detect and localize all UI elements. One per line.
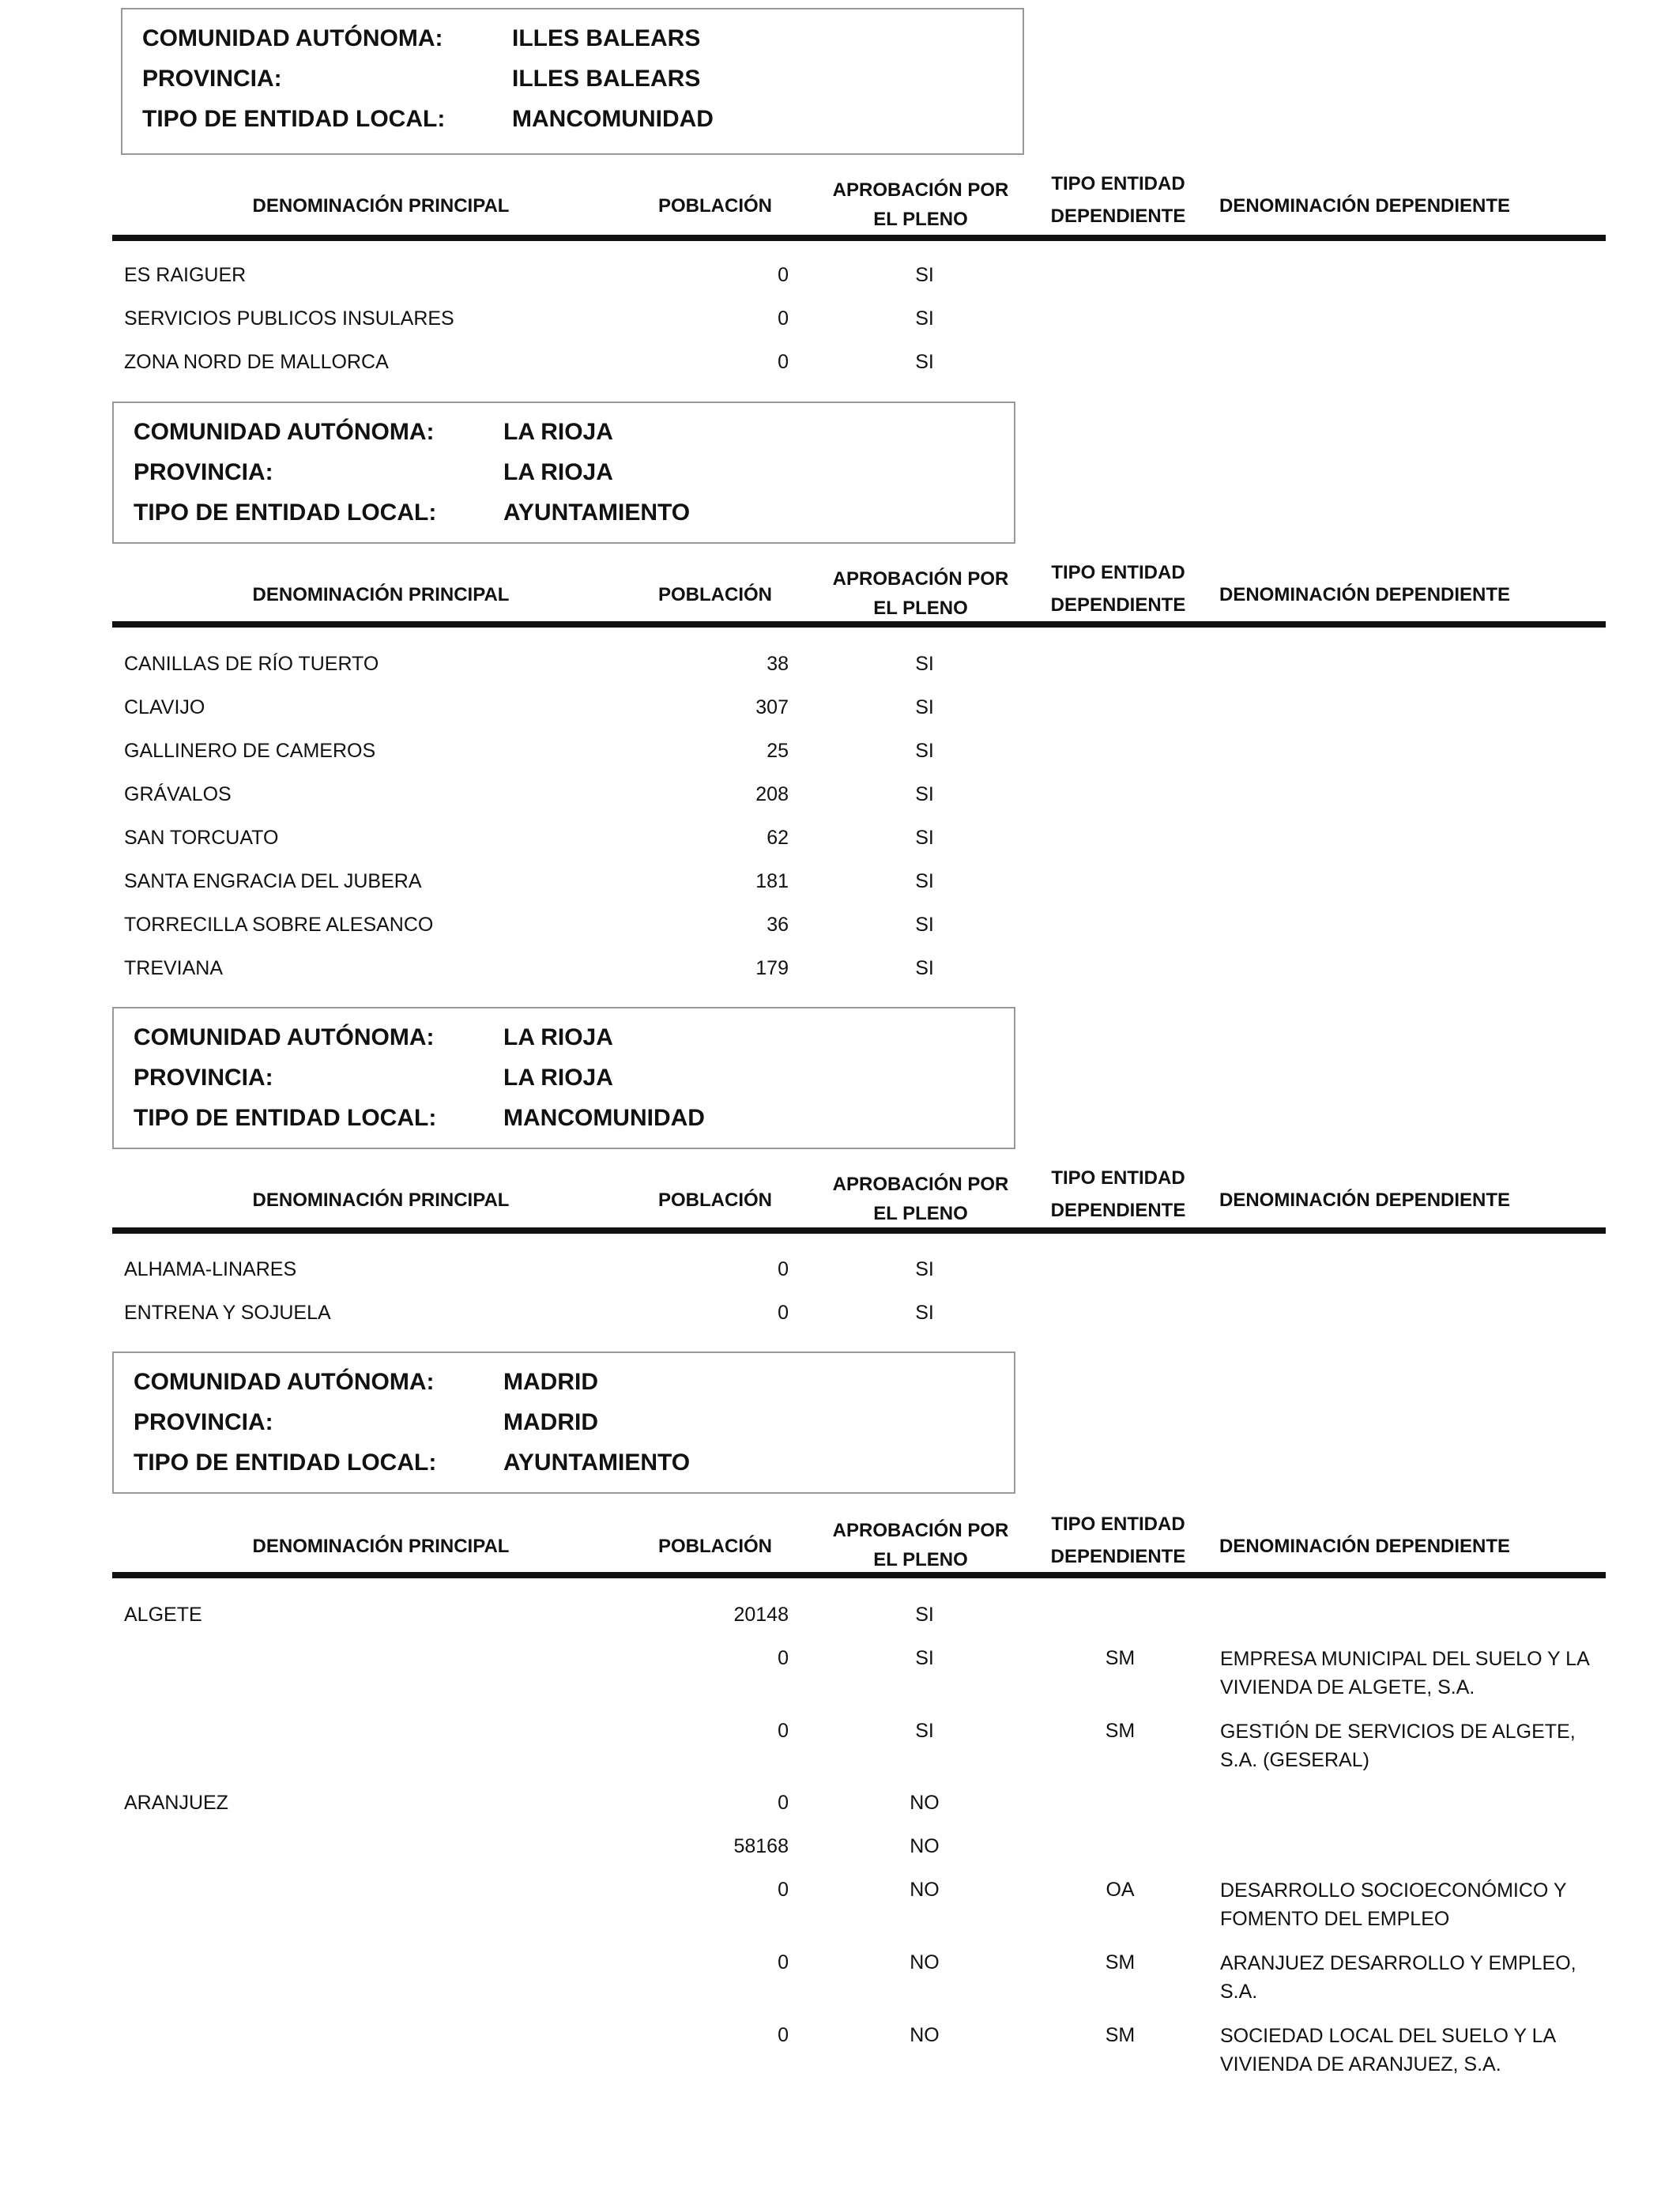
header-dependiente [1219, 580, 1535, 609]
info-label-tipo: TIPO DE ENTIDAD LOCAL: [134, 499, 437, 526]
header-aprobacion [822, 564, 1019, 623]
cell-denominacion-dependiente: EMPRESA MUNICIPAL DEL SUELO Y LA VIVIENDA DE ALGETE, S.A. [1220, 1648, 1589, 1698]
header-aprobacion-line: APROBACIÓN POR [832, 1174, 1009, 1195]
cell-poblacion: 0 [778, 1647, 789, 1669]
cell-denominacion-dependiente: ARANJUEZ DESARROLLO Y EMPLEO, S.A. [1220, 1952, 1576, 2003]
cell-poblacion: 38 [767, 653, 789, 675]
cell-poblacion: 0 [778, 1879, 789, 1901]
header-tipo [1031, 168, 1205, 232]
cell-denominacion-principal: ARANJUEZ [124, 1792, 228, 1814]
entity-info-box [112, 1351, 1015, 1494]
cell-aprobacion: SI [915, 957, 934, 979]
header-poblacion-line: POBLACIÓN [658, 195, 772, 217]
info-label-comunidad: COMUNIDAD AUTÓNOMA: [134, 419, 435, 445]
info-label-tipo: TIPO DE ENTIDAD LOCAL: [134, 1105, 437, 1131]
header-poblacion-line: POBLACIÓN [658, 1189, 772, 1211]
cell-poblacion: 0 [778, 351, 789, 373]
cell-poblacion: 179 [755, 957, 789, 979]
header-tipo [1031, 1508, 1205, 1573]
cell-denominacion-principal: ALHAMA-LINARES [124, 1258, 297, 1280]
cell-denominacion-principal: CANILLAS DE RÍO TUERTO [124, 653, 379, 675]
info-value-comunidad: LA RIOJA [503, 419, 613, 445]
header-poblacion-line: POBLACIÓN [658, 584, 772, 605]
header-tipo [1031, 1162, 1205, 1227]
header-rule [112, 1227, 1606, 1234]
cell-aprobacion: SI [915, 653, 934, 675]
header-aprobacion [822, 175, 1019, 234]
header-poblacion-line: POBLACIÓN [658, 1536, 772, 1557]
info-value-tipo: MANCOMUNIDAD [512, 106, 714, 132]
header-poblacion [656, 580, 774, 609]
header-aprobacion-line: EL PLENO [873, 1549, 968, 1570]
cell-aprobacion: SI [915, 1604, 934, 1626]
info-value-comunidad: LA RIOJA [503, 1024, 613, 1050]
cell-poblacion: 36 [767, 914, 789, 936]
entity-info-box [112, 1007, 1015, 1149]
cell-aprobacion: SI [915, 1258, 934, 1280]
header-tipo-line: DEPENDIENTE [1050, 205, 1186, 227]
info-label-comunidad: COMUNIDAD AUTÓNOMA: [134, 1024, 435, 1050]
cell-aprobacion: NO [910, 2024, 940, 2046]
cell-poblacion: 0 [778, 307, 789, 330]
header-poblacion [656, 191, 774, 221]
cell-aprobacion: NO [910, 1879, 940, 1901]
info-value-tipo: AYUNTAMIENTO [503, 499, 691, 526]
info-label-provincia: PROVINCIA: [142, 66, 282, 92]
cell-tipo-dependiente: SM [1105, 1647, 1136, 1669]
cell-aprobacion: SI [915, 696, 934, 718]
header-aprobacion [822, 1516, 1019, 1574]
cell-aprobacion: SI [915, 740, 934, 762]
cell-poblacion: 0 [778, 1258, 789, 1280]
cell-poblacion: 62 [767, 827, 789, 849]
info-label-tipo: TIPO DE ENTIDAD LOCAL: [142, 106, 446, 132]
info-label-comunidad: COMUNIDAD AUTÓNOMA: [134, 1369, 435, 1395]
cell-denominacion-dependiente: DESARROLLO SOCIOECONÓMICO Y FOMENTO DEL EMPLEO [1220, 1879, 1567, 1930]
cell-aprobacion: SI [915, 870, 934, 892]
cell-denominacion-principal: TREVIANA [124, 957, 224, 979]
cell-aprobacion: SI [915, 914, 934, 936]
cell-denominacion-principal: SANTA ENGRACIA DEL JUBERA [124, 870, 422, 892]
cell-aprobacion: SI [915, 827, 934, 849]
header-aprobacion-line: EL PLENO [873, 209, 968, 230]
header-tipo-line: DEPENDIENTE [1050, 1546, 1186, 1567]
info-value-provincia: ILLES BALEARS [512, 66, 701, 92]
cell-denominacion-principal: GRÁVALOS [124, 783, 232, 805]
header-principal-line: DENOMINACIÓN PRINCIPAL [252, 584, 510, 605]
cell-poblacion: 181 [755, 870, 789, 892]
info-value-provincia: LA RIOJA [503, 459, 613, 485]
info-label-provincia: PROVINCIA: [134, 1409, 273, 1435]
cell-poblacion: 0 [778, 2024, 789, 2046]
cell-denominacion-dependiente: GESTIÓN DE SERVICIOS DE ALGETE, S.A. (GESERAL) [1220, 1721, 1576, 1771]
cell-aprobacion: SI [915, 783, 934, 805]
cell-denominacion-dependiente: SOCIEDAD LOCAL DEL SUELO Y LA VIVIENDA DE ARANJUEZ, S.A. [1220, 2025, 1555, 2075]
cell-denominacion-principal: GALLINERO DE CAMEROS [124, 740, 376, 762]
info-label-tipo: TIPO DE ENTIDAD LOCAL: [134, 1449, 437, 1476]
cell-tipo-dependiente: SM [1105, 1720, 1136, 1742]
cell-poblacion: 58168 [733, 1835, 789, 1857]
header-dependiente-line: DENOMINACIÓN DEPENDIENTE [1219, 584, 1511, 605]
header-principal-line: DENOMINACIÓN PRINCIPAL [252, 1189, 510, 1211]
cell-poblacion: 208 [755, 783, 789, 805]
header-aprobacion-line: APROBACIÓN POR [832, 179, 1009, 201]
cell-tipo-dependiente: SM [1105, 2024, 1136, 2046]
info-value-comunidad: MADRID [503, 1369, 598, 1395]
info-value-tipo: MANCOMUNIDAD [503, 1105, 705, 1131]
cell-aprobacion: SI [915, 307, 934, 330]
cell-poblacion: 0 [778, 1792, 789, 1814]
header-tipo-line: TIPO ENTIDAD [1051, 562, 1185, 583]
cell-aprobacion: NO [910, 1835, 940, 1857]
cell-aprobacion: SI [915, 1720, 934, 1742]
cell-denominacion-principal: SAN TORCUATO [124, 827, 279, 849]
info-label-comunidad: COMUNIDAD AUTÓNOMA: [142, 25, 443, 51]
cell-denominacion-principal: ES RAIGUER [124, 264, 247, 286]
header-dependiente [1219, 191, 1535, 221]
header-tipo-line: DEPENDIENTE [1050, 594, 1186, 616]
cell-aprobacion: NO [910, 1951, 940, 1973]
header-principal-line: DENOMINACIÓN PRINCIPAL [252, 1536, 510, 1557]
cell-poblacion: 0 [778, 264, 789, 286]
cell-aprobacion: SI [915, 351, 934, 373]
header-tipo [1031, 556, 1205, 621]
cell-denominacion-principal: ALGETE [124, 1604, 202, 1626]
header-rule [112, 235, 1606, 241]
cell-tipo-dependiente: OA [1106, 1879, 1135, 1901]
cell-poblacion: 0 [778, 1302, 789, 1324]
header-dependiente [1219, 1532, 1535, 1561]
info-label-provincia: PROVINCIA: [134, 1065, 273, 1091]
cell-denominacion-principal: ZONA NORD DE MALLORCA [124, 351, 389, 373]
header-principal [247, 1186, 515, 1215]
header-dependiente-line: DENOMINACIÓN DEPENDIENTE [1219, 1189, 1511, 1211]
entity-info-box [121, 8, 1024, 155]
entity-info-box [112, 401, 1015, 544]
info-value-provincia: MADRID [503, 1409, 598, 1435]
info-label-provincia: PROVINCIA: [134, 459, 273, 485]
header-tipo-line: TIPO ENTIDAD [1051, 1514, 1185, 1535]
header-aprobacion-line: APROBACIÓN POR [832, 568, 1009, 590]
cell-poblacion: 25 [767, 740, 789, 762]
cell-denominacion-principal: SERVICIOS PUBLICOS INSULARES [124, 307, 454, 330]
cell-denominacion-principal: TORRECILLA SOBRE ALESANCO [124, 914, 434, 936]
header-principal [247, 1532, 515, 1561]
header-dependiente-line: DENOMINACIÓN DEPENDIENTE [1219, 1536, 1511, 1557]
cell-poblacion: 0 [778, 1720, 789, 1742]
cell-aprobacion: NO [910, 1792, 940, 1814]
cell-denominacion-principal: CLAVIJO [124, 696, 205, 718]
cell-denominacion-principal: ENTRENA Y SOJUELA [124, 1302, 331, 1324]
info-value-provincia: LA RIOJA [503, 1065, 613, 1091]
header-poblacion [656, 1186, 774, 1215]
header-rule [112, 1572, 1606, 1578]
cell-poblacion: 307 [755, 696, 789, 718]
header-aprobacion [822, 1170, 1019, 1228]
header-aprobacion-line: EL PLENO [873, 598, 968, 619]
cell-tipo-dependiente: SM [1105, 1951, 1136, 1973]
header-dependiente [1219, 1186, 1535, 1215]
header-aprobacion-line: APROBACIÓN POR [832, 1520, 1009, 1541]
header-principal [247, 580, 515, 609]
header-rule [112, 621, 1606, 628]
cell-poblacion: 0 [778, 1951, 789, 1973]
header-poblacion [656, 1532, 774, 1561]
cell-aprobacion: SI [915, 1647, 934, 1669]
info-value-tipo: AYUNTAMIENTO [503, 1449, 691, 1476]
header-principal-line: DENOMINACIÓN PRINCIPAL [252, 195, 510, 217]
info-value-comunidad: ILLES BALEARS [512, 25, 701, 51]
cell-aprobacion: SI [915, 264, 934, 286]
header-tipo-line: TIPO ENTIDAD [1051, 173, 1185, 194]
cell-poblacion: 20148 [733, 1604, 789, 1626]
header-principal [247, 191, 515, 221]
cell-aprobacion: SI [915, 1302, 934, 1324]
header-dependiente-line: DENOMINACIÓN DEPENDIENTE [1219, 195, 1511, 217]
header-tipo-line: TIPO ENTIDAD [1051, 1167, 1185, 1189]
header-tipo-line: DEPENDIENTE [1050, 1200, 1186, 1221]
header-aprobacion-line: EL PLENO [873, 1203, 968, 1224]
